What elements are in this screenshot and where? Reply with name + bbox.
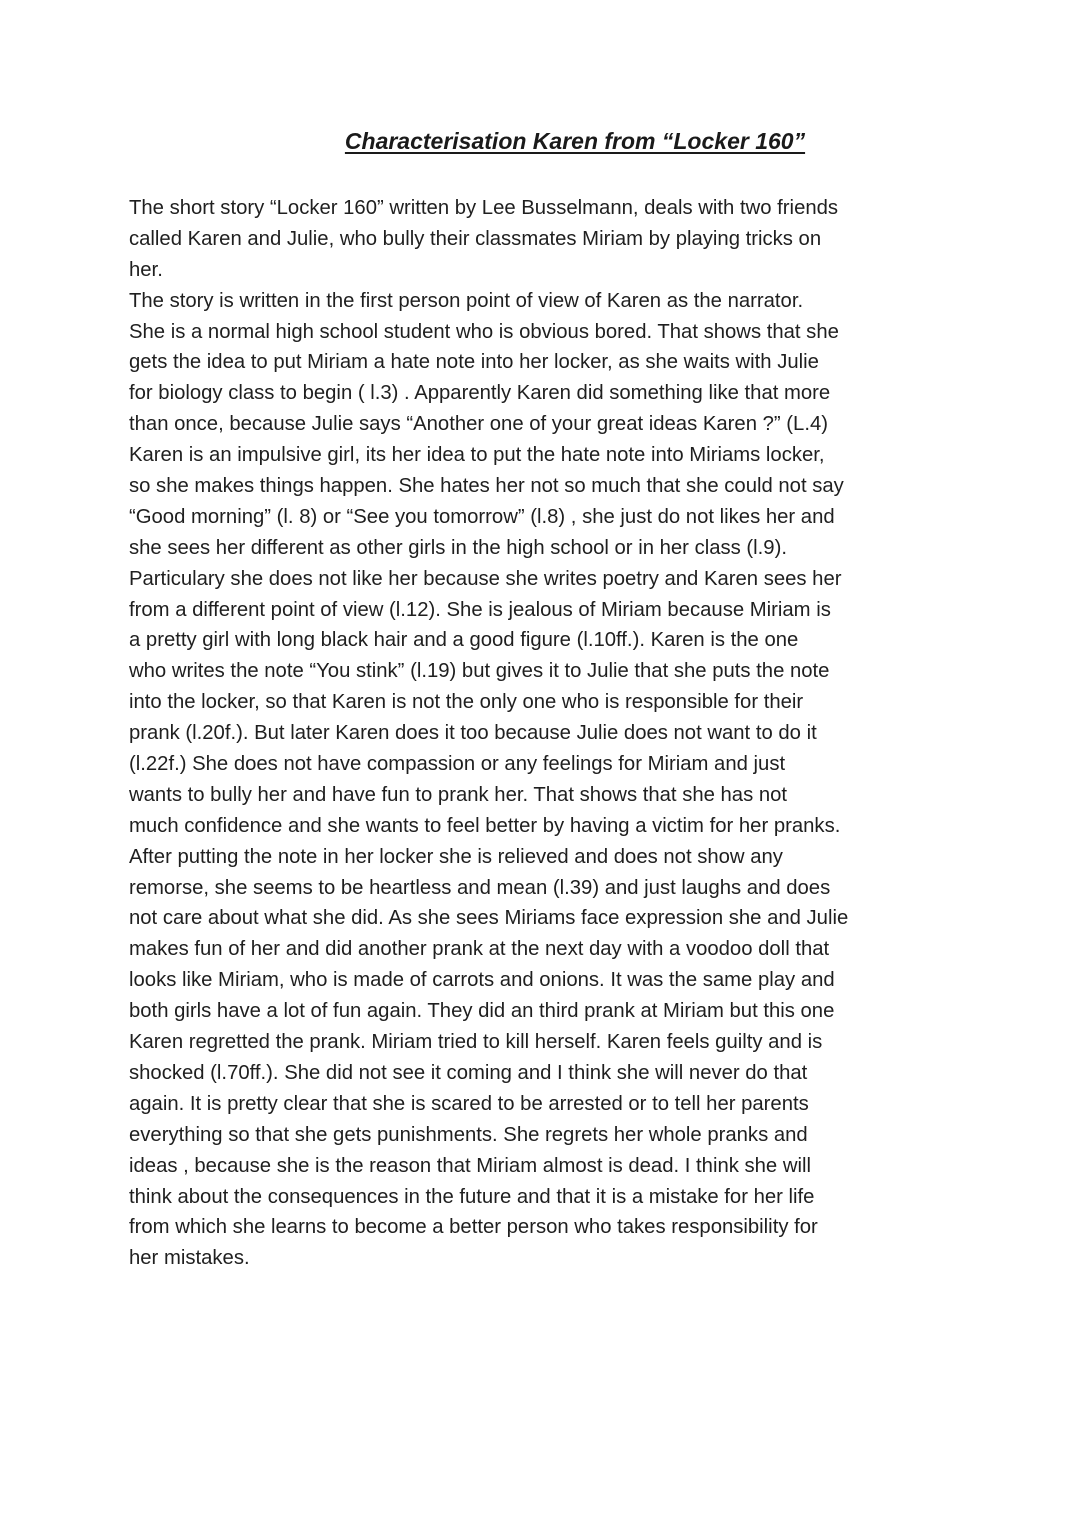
text-line: both girls have a lot of fun again. They did an third prank at Miriam but this one (129, 1000, 835, 1023)
text-line: The story is written in the first person point of view of Karen as the narrator. (129, 289, 804, 312)
text-line: her mistakes. (129, 1247, 250, 1270)
text-line: The short story “Locker 160” written by Lee Busselmann, deals with two friends (129, 197, 839, 219)
text-line: than once, because Julie says “Another one of your great ideas Karen ?” (L.4) (129, 413, 828, 436)
text-line: again. It is pretty clear that she is scared to be arrested or to tell her parents (129, 1092, 809, 1115)
text-line: prank (l.20f.). But later Karen does it too because Julie does not want to do it (129, 722, 817, 745)
text-line: into the locker, so that Karen is not the only one who is responsible for their (129, 691, 804, 714)
text-line: makes fun of her and did another prank at the next day with a voodoo doll that (129, 938, 830, 961)
text-line: for biology class to begin ( l.3) . Apparently Karen did something like that more (129, 382, 831, 405)
text-line: who writes the note “You stink” (l.19) but gives it to Julie that she puts the note (129, 660, 830, 683)
text-line: her. (129, 258, 163, 281)
text-line: not care about what she did. As she sees Miriams face expression she and Julie (129, 907, 849, 930)
text-line: Karen regretted the prank. Miriam tried to kill herself. Karen feels guilty and is (129, 1031, 823, 1054)
text-line: ideas , because she is the reason that Miriam almost is dead. I think she will (129, 1154, 812, 1177)
text-line: remorse, she seems to be heartless and mean (l.39) and just laughs and does (129, 876, 831, 899)
text-line: from a different point of view (l.12). She is jealous of Miriam because Miriam is (129, 598, 831, 621)
text-line: so she makes things happen. She hates her not so much that she could not say (129, 475, 844, 498)
text-line: Particulary she does not like her because she writes poetry and Karen sees her (129, 567, 842, 590)
text-line: from which she learns to become a better person who takes responsibility for (129, 1216, 818, 1239)
text-line: much confidence and she wants to feel better by having a victim for her pranks. (129, 814, 841, 837)
document-body (129, 193, 979, 1274)
text-line: a pretty girl with long black hair and a good figure (l.10ff.). Karen is the one (129, 629, 799, 652)
text-line: think about the consequences in the future and that it is a mistake for her life (129, 1185, 815, 1208)
text-line: wants to bully her and have fun to prank her. That shows that she has not (129, 783, 788, 806)
text-line: called Karen and Julie, who bully their classmates Miriam by playing tricks on (129, 227, 822, 250)
text-line: She is a normal high school student who is obvious bored. That shows that she (129, 320, 839, 343)
text-line: she sees her different as other girls in the high school or in her class (l.9). (129, 536, 787, 559)
text-line: shocked (l.70ff.). She did not see it coming and I think she will never do that (129, 1061, 808, 1084)
text-line: looks like Miriam, who is made of carrots and onions. It was the same play and (129, 969, 835, 992)
text-line: (l.22f.) She does not have compassion or any feelings for Miriam and just (129, 753, 786, 776)
text-line: everything so that she gets punishments. She regrets her whole pranks and (129, 1123, 808, 1146)
text-line: Karen is an impulsive girl, its her idea to put the hate note into Miriams locker, (129, 444, 825, 467)
text-line: “Good morning” (l. 8) or “See you tomorrow” (l.8) , she just do not likes her and (129, 505, 835, 528)
text-line: After putting the note in her locker she is relieved and does not show any (129, 845, 783, 868)
text-line: gets the idea to put Miriam a hate note into her locker, as she waits with Julie (129, 351, 819, 374)
document-title: Characterisation Karen from “Locker 160” (344, 128, 806, 154)
